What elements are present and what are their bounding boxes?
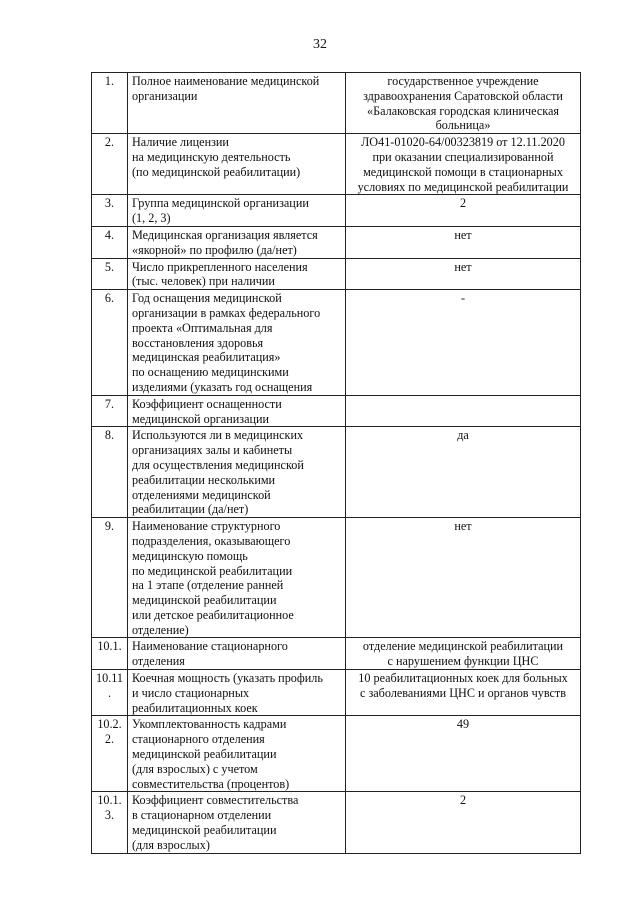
parameter-value-line: нет bbox=[454, 259, 472, 274]
parameter-name bbox=[128, 395, 346, 427]
parameter-name-line: для осуществления медицинской bbox=[132, 457, 304, 472]
parameter-name-line: (по медицинской реабилитации) bbox=[132, 164, 301, 179]
parameter-value-line: государственное учреждение bbox=[387, 74, 539, 88]
parameter-name-line: совместительства (процентов) bbox=[132, 776, 290, 791]
parameter-name-line: организациях залы и кабинеты bbox=[132, 443, 293, 458]
parameter-value-line: 2 bbox=[459, 793, 467, 808]
parameter-name bbox=[128, 195, 346, 227]
parameter-name-line: или детское реабилитационное bbox=[132, 607, 294, 622]
parameter-value-line: с нарушением функции ЦНС bbox=[387, 654, 539, 669]
table-row bbox=[92, 518, 581, 638]
parameter-name-line: Укомплектованность кадрами bbox=[132, 717, 287, 732]
parameter-value bbox=[346, 290, 581, 396]
parameter-value bbox=[346, 518, 581, 638]
parameter-name-line: (1, 2, 3) bbox=[132, 211, 171, 226]
parameter-name-line: по оснащению медицинскими bbox=[132, 365, 289, 380]
parameter-name bbox=[128, 134, 346, 195]
table-row bbox=[92, 638, 581, 670]
parameter-name-line: Полное наименование медицинской bbox=[132, 74, 320, 88]
parameter-value bbox=[346, 427, 581, 518]
parameter-name-line: реабилитационных коек bbox=[132, 700, 258, 715]
parameter-value bbox=[346, 226, 581, 258]
parameter-name-line: отделения bbox=[132, 654, 185, 669]
parameter-name-line: медицинская реабилитация» bbox=[132, 350, 281, 365]
parameter-name-line: стационарного отделения bbox=[132, 732, 265, 747]
parameter-name-line: медицинской реабилитации bbox=[132, 747, 277, 762]
parameter-value-line: 49 bbox=[456, 717, 470, 732]
parameter-name-line: реабилитации (да/нет) bbox=[132, 502, 249, 517]
parameter-value-line: при оказании специализированной bbox=[372, 149, 554, 164]
table-row bbox=[92, 792, 581, 853]
parameter-name-line: проекта «Оптимальная для bbox=[132, 320, 273, 335]
parameter-name bbox=[128, 226, 346, 258]
parameter-name-line: на медицинскую деятельность bbox=[132, 149, 291, 164]
parameter-name-line: организации в рамках федерального bbox=[132, 305, 321, 320]
parameter-name-line: Используются ли в медицинских bbox=[132, 428, 304, 443]
table-row bbox=[92, 258, 581, 290]
parameter-value bbox=[346, 792, 581, 853]
parameter-name-line: Коэффициент совместительства bbox=[132, 793, 299, 808]
row-number: 10.11. bbox=[92, 670, 128, 716]
table-row bbox=[92, 134, 581, 195]
parameter-name-line: отделение) bbox=[132, 622, 189, 637]
parameter-name-line: Наименование стационарного bbox=[132, 639, 288, 654]
page-number: 32 bbox=[313, 37, 327, 52]
parameter-value-line: медицинской помощи в стационарных bbox=[363, 164, 563, 179]
parameter-name-line: подразделения, оказывающего bbox=[132, 533, 291, 548]
table-body bbox=[92, 73, 581, 854]
parameter-name bbox=[128, 670, 346, 716]
parameter-name-line: Наименование структурного bbox=[132, 519, 281, 534]
parameter-value bbox=[346, 134, 581, 195]
parameter-name-line: медицинской реабилитации bbox=[132, 593, 277, 608]
parameter-value bbox=[346, 73, 581, 134]
parameter-value-line: нет bbox=[454, 227, 472, 242]
parameter-value-line: 2 bbox=[459, 196, 467, 211]
parameter-value-line: больница» bbox=[435, 118, 491, 133]
parameter-name-line: изделиями (указать год оснащения bbox=[132, 379, 313, 394]
parameter-name bbox=[128, 290, 346, 396]
parameter-name-line: в стационарном отделении bbox=[132, 808, 272, 823]
parameter-name-line: (для взрослых) с учетом bbox=[132, 761, 258, 776]
parameter-value-line: нет bbox=[454, 519, 472, 534]
parameter-name-line: на 1 этапе (отделение ранней bbox=[132, 578, 284, 593]
parameter-name-line: отделениями медицинской bbox=[132, 487, 271, 502]
row-number: 9. bbox=[92, 518, 128, 638]
row-number: 10.1.3. bbox=[92, 792, 128, 853]
row-number: 10.1. bbox=[92, 638, 128, 670]
parameter-name bbox=[128, 73, 346, 134]
table-row bbox=[92, 670, 581, 716]
parameter-name-line: медицинской организации bbox=[132, 411, 270, 426]
table-row bbox=[92, 395, 581, 427]
parameter-name-line: Наличие лицензии bbox=[132, 135, 229, 150]
parameter-name-line: Коэффициент оснащенности bbox=[132, 396, 282, 411]
parameter-name-line: медицинской реабилитации bbox=[132, 823, 277, 838]
parameter-name-line: Число прикрепленного населения bbox=[132, 259, 308, 274]
row-number: 5. bbox=[92, 258, 128, 290]
parameter-name-line: (для взрослых) bbox=[132, 837, 210, 852]
parameter-name-line: по медицинской реабилитации bbox=[132, 563, 293, 578]
parameter-name-line: «якорной» по профилю (да/нет) bbox=[132, 242, 297, 257]
row-number: 3. bbox=[92, 195, 128, 227]
parameter-value bbox=[346, 670, 581, 716]
parameter-value bbox=[346, 395, 581, 427]
parameter-value bbox=[346, 638, 581, 670]
row-number: 10.2.2. bbox=[92, 716, 128, 792]
parameter-name-line: реабилитации несколькими bbox=[132, 472, 276, 487]
parameter-value-line: - bbox=[460, 291, 466, 306]
parameter-name bbox=[128, 258, 346, 290]
parameter-value-line: «Балаковская городская клиническая bbox=[367, 103, 559, 118]
table-row bbox=[92, 427, 581, 518]
parameter-name bbox=[128, 638, 346, 670]
parameter-value bbox=[346, 195, 581, 227]
parameter-name-line: (тыс. человек) при наличии bbox=[132, 274, 275, 289]
parameter-name bbox=[128, 792, 346, 853]
parameter-name-line: Медицинская организация является bbox=[132, 227, 318, 242]
table-row bbox=[92, 716, 581, 792]
parameter-value-line: 10 реабилитационных коек для больных bbox=[358, 671, 568, 686]
parameter-value-line: здравоохранения Саратовской области bbox=[363, 88, 563, 103]
parameter-name-line: восстановления здоровья bbox=[132, 335, 264, 350]
row-number: 2. bbox=[92, 134, 128, 195]
parameter-name-line: Коечная мощность (указать профиль bbox=[132, 671, 323, 686]
parameter-value-line: с заболеваниями ЦНС и органов чувств bbox=[360, 685, 566, 700]
document-table bbox=[91, 72, 581, 854]
parameter-value bbox=[346, 716, 581, 792]
parameter-name-line: Год оснащения медицинской bbox=[132, 291, 282, 306]
parameter-name-line: медицинскую помощь bbox=[132, 548, 248, 563]
parameter-name-line: и число стационарных bbox=[132, 685, 250, 700]
table-row bbox=[92, 226, 581, 258]
row-number: 1. bbox=[92, 73, 128, 134]
parameter-value bbox=[346, 258, 581, 290]
row-number: 8. bbox=[92, 427, 128, 518]
parameter-value-line: условиях по медицинской реабилитации bbox=[357, 179, 569, 194]
parameter-name bbox=[128, 427, 346, 518]
parameter-value-line: ЛО41-01020-64/00323819 от 12.11.2020 bbox=[361, 135, 565, 150]
parameter-name-line: организации bbox=[132, 88, 198, 103]
table-row bbox=[92, 290, 581, 396]
table-row bbox=[92, 195, 581, 227]
parameter-name bbox=[128, 518, 346, 638]
parameter-value-line: отделение медицинской реабилитации bbox=[362, 639, 564, 654]
parameter-name bbox=[128, 716, 346, 792]
parameter-value-line: да bbox=[457, 428, 469, 443]
table-row bbox=[92, 73, 581, 134]
parameter-name-line: Группа медицинской организации bbox=[132, 196, 309, 211]
row-number: 7. bbox=[92, 395, 128, 427]
row-number: 4. bbox=[92, 226, 128, 258]
row-number: 6. bbox=[92, 290, 128, 396]
